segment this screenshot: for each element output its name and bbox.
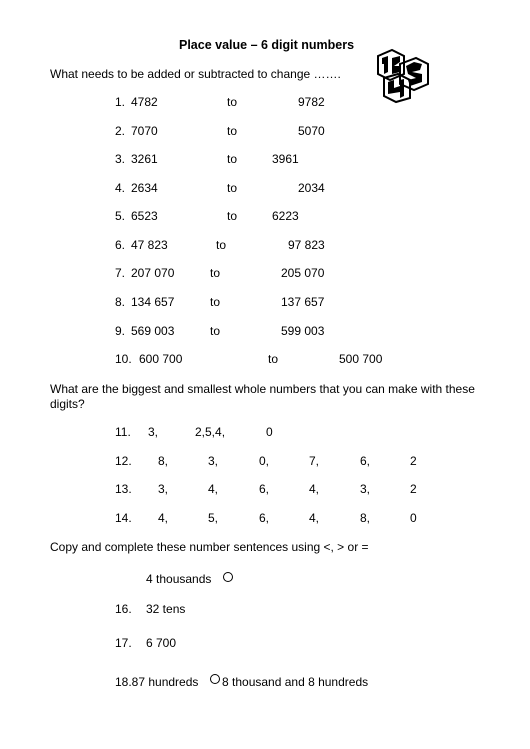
section2-prompt-line2: digits? [50,397,85,411]
item-from: 207 070 [131,266,175,280]
digit: 6, [259,482,270,496]
digit: 6, [259,511,270,525]
section3-prompt: Copy and complete these number sentences using <, > or = [50,540,369,554]
item-from: 7070 [131,124,158,138]
digit: 3, [208,454,219,468]
item-target: 9782 [298,95,325,109]
digit: 3, [158,482,169,496]
number-dice-icon [370,44,432,104]
item-number: 3. [115,152,126,166]
item-to: to [216,238,227,252]
item-to: to [210,324,221,338]
digit: 4, [158,511,169,525]
item-from: 2634 [131,181,158,195]
item-from: 6523 [131,209,158,223]
item-number: 13. [115,482,132,496]
item-to: to [227,209,238,223]
item-target: 500 700 [339,352,383,366]
item-from: 134 657 [131,295,175,309]
item-number: 6. [115,238,126,252]
item-to: to [268,352,279,366]
digit: 7, [309,454,320,468]
digit: 4, [208,482,219,496]
item-target: 2034 [298,181,325,195]
sentence-18-left: 18.87 hundreds [115,675,199,689]
item-from: 47 823 [131,238,168,252]
digit: 8, [158,454,169,468]
sentence-16: 32 tens [146,602,186,616]
page-title: Place value – 6 digit numbers [179,38,355,52]
digit: 4, [309,511,320,525]
sentence-18-right: 8 thousand and 8 hundreds [222,675,369,689]
digit: 8, [360,511,371,525]
item-number: 14. [115,511,132,525]
item-from: 569 003 [131,324,175,338]
item-from: 4782 [131,95,158,109]
item-to: to [227,181,238,195]
item-target: 599 003 [281,324,325,338]
item-number: 17. [115,636,132,650]
item-to: to [227,95,238,109]
digit: 3, [148,425,159,439]
digit: 3, [360,482,371,496]
item-number: 7. [115,266,126,280]
comparison-circle[interactable] [223,572,233,582]
digit: 2,5,4, [195,425,226,439]
item-number: 4. [115,181,126,195]
section1-prompt: What needs to be added or subtracted to change ……. [50,67,341,81]
item-number: 11. [115,425,131,439]
digit: 2 [410,454,417,468]
digit: 2 [410,482,417,496]
item-to: to [227,124,238,138]
item-target: 5070 [298,124,325,138]
item-target: 137 657 [281,295,325,309]
item-to: to [210,266,221,280]
section2-prompt-line1: What are the biggest and smallest whole numbers that you can make with these [50,382,475,396]
item-to: to [227,152,238,166]
digit: 5, [208,511,219,525]
item-number: 5. [115,209,126,223]
item-number: 1. [115,95,126,109]
comparison-circle[interactable] [210,674,220,684]
digit: 0 [410,511,417,525]
item-to: to [210,295,221,309]
item-number: 9. [115,324,126,338]
digit: 6, [360,454,371,468]
digit: 4, [309,482,320,496]
item-target: 97 823 [288,238,325,252]
digit: 0, [259,454,270,468]
item-number: 12. [115,454,132,468]
item-number: 8. [115,295,126,309]
sentence-17: 6 700 [146,636,177,650]
item-target: 3961 [272,152,299,166]
item-target: 205 070 [281,266,325,280]
sentence-15: 4 thousands [146,572,212,586]
item-number: 16. [115,602,132,616]
item-target: 6223 [272,209,299,223]
item-number: 2. [115,124,126,138]
digit: 0 [266,425,273,439]
item-from: 600 700 [139,352,183,366]
item-from: 3261 [131,152,158,166]
item-number: 10. [115,352,132,366]
